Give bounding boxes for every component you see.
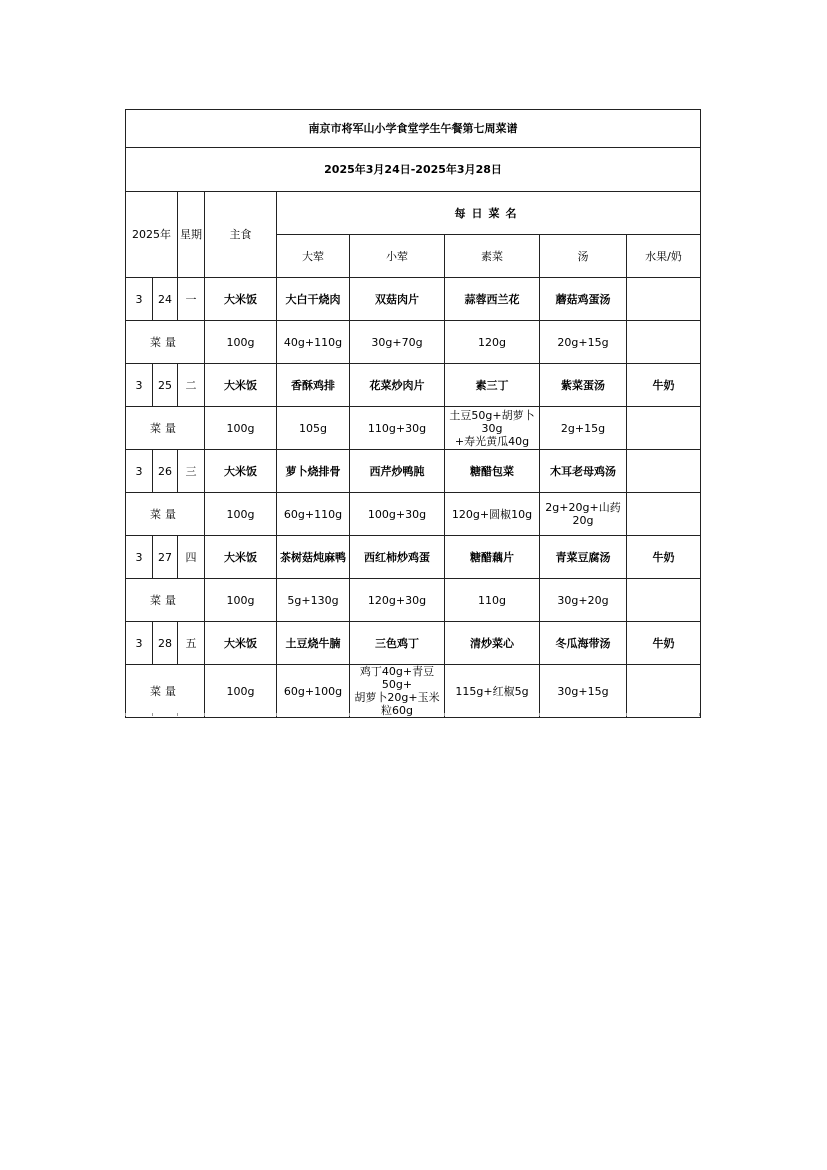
fruit-milk-quantity (627, 407, 701, 450)
side-meat-quantity: 30g+70g (350, 321, 445, 364)
weekday-cell: 五 (178, 622, 205, 665)
day-row (126, 622, 701, 665)
weekday-cell: 四 (178, 536, 205, 579)
day-cell: 26 (153, 450, 178, 493)
main-meat-quantity: 5g+130g (277, 579, 350, 622)
soup-quantity: 2g+20g+山药20g (540, 493, 627, 536)
side-meat-quantity: 120g+30g (350, 579, 445, 622)
staple-cell: 大米饭 (205, 278, 277, 321)
menu-body (126, 278, 701, 718)
quantity-row (126, 579, 701, 622)
soup-quantity: 20g+15g (540, 321, 627, 364)
weekday-cell: 三 (178, 450, 205, 493)
staple-cell: 大米饭 (205, 536, 277, 579)
day-row (126, 278, 701, 321)
day-cell: 28 (153, 622, 178, 665)
side-meat-quantity: 110g+30g (350, 407, 445, 450)
fruit-milk-quantity (627, 665, 701, 718)
staple-quantity: 100g (205, 407, 277, 450)
quantity-row (126, 321, 701, 364)
day-row (126, 364, 701, 407)
vegetable-quantity: 土豆50g+胡萝卜30g +寿光黄瓜40g (445, 407, 540, 450)
vegetable-dish: 糖醋包菜 (445, 450, 540, 493)
year-header: 2025年 (126, 192, 178, 278)
vegetable-dish: 清炒菜心 (445, 622, 540, 665)
menu-table (125, 109, 701, 718)
soup-dish: 木耳老母鸡汤 (540, 450, 627, 493)
quantity-label: 菜量 (126, 493, 205, 536)
soup-quantity: 2g+15g (540, 407, 627, 450)
main-meat-dish: 茶树菇炖麻鸭 (277, 536, 350, 579)
daily-dishes-header: 每日菜名 (277, 192, 701, 235)
main-meat-quantity: 40g+110g (277, 321, 350, 364)
quantity-row (126, 493, 701, 536)
soup-quantity: 30g+20g (540, 579, 627, 622)
day-cell: 25 (153, 364, 178, 407)
main-meat-quantity: 105g (277, 407, 350, 450)
side-meat-quantity: 100g+30g (350, 493, 445, 536)
soup-dish: 蘑菇鸡蛋汤 (540, 278, 627, 321)
staple-header: 主食 (205, 192, 277, 278)
staple-cell: 大米饭 (205, 450, 277, 493)
day-row (126, 536, 701, 579)
side-meat-dish: 三色鸡丁 (350, 622, 445, 665)
quantity-label: 菜量 (126, 579, 205, 622)
month-cell: 3 (126, 364, 153, 407)
side-meat-dish: 双菇肉片 (350, 278, 445, 321)
day-cell: 27 (153, 536, 178, 579)
weekday-cell: 二 (178, 364, 205, 407)
main-meat-quantity: 60g+100g (277, 665, 350, 718)
fruit-milk-item: 牛奶 (627, 622, 701, 665)
fruit-milk-quantity (627, 579, 701, 622)
vegetable-quantity: 115g+红椒5g (445, 665, 540, 718)
soup-quantity: 30g+15g (540, 665, 627, 718)
day-cell: 24 (153, 278, 178, 321)
soup-dish: 紫菜蛋汤 (540, 364, 627, 407)
soup-dish: 冬瓜海带汤 (540, 622, 627, 665)
vegetable-quantity: 120g+圆椒10g (445, 493, 540, 536)
side-meat-dish: 西红柿炒鸡蛋 (350, 536, 445, 579)
weekday-cell: 一 (178, 278, 205, 321)
quantity-label: 菜量 (126, 407, 205, 450)
vegetable-dish: 糖醋藕片 (445, 536, 540, 579)
column-header-fruit-milk: 水果/奶 (627, 235, 701, 278)
quantity-row (126, 407, 701, 450)
quantity-row (126, 665, 701, 718)
vegetable-dish: 蒜蓉西兰花 (445, 278, 540, 321)
fruit-milk-item (627, 450, 701, 493)
column-header-vegetable: 素菜 (445, 235, 540, 278)
vegetable-quantity: 120g (445, 321, 540, 364)
main-meat-dish: 土豆烧牛腩 (277, 622, 350, 665)
month-cell: 3 (126, 622, 153, 665)
side-meat-dish: 花菜炒肉片 (350, 364, 445, 407)
month-cell: 3 (126, 536, 153, 579)
staple-cell: 大米饭 (205, 364, 277, 407)
staple-quantity: 100g (205, 579, 277, 622)
vegetable-quantity: 110g (445, 579, 540, 622)
staple-quantity: 100g (205, 665, 277, 718)
fruit-milk-item: 牛奶 (627, 364, 701, 407)
menu-title: 南京市将军山小学食堂学生午餐第七周菜谱 (126, 110, 701, 148)
staple-cell: 大米饭 (205, 622, 277, 665)
day-row (126, 450, 701, 493)
date-range: 2025年3月24日-2025年3月28日 (126, 148, 701, 192)
fruit-milk-item: 牛奶 (627, 536, 701, 579)
vegetable-dish: 素三丁 (445, 364, 540, 407)
soup-dish: 青菜豆腐汤 (540, 536, 627, 579)
main-meat-dish: 大白干烧肉 (277, 278, 350, 321)
month-cell: 3 (126, 278, 153, 321)
quantity-label: 菜量 (126, 321, 205, 364)
column-header-soup: 汤 (540, 235, 627, 278)
main-meat-dish: 萝卜烧排骨 (277, 450, 350, 493)
table-continuation-lines (125, 713, 700, 716)
month-cell: 3 (126, 450, 153, 493)
fruit-milk-quantity (627, 493, 701, 536)
main-meat-dish: 香酥鸡排 (277, 364, 350, 407)
side-meat-dish: 西芹炒鸭肫 (350, 450, 445, 493)
side-meat-quantity: 鸡丁40g+青豆50g+ 胡萝卜20g+玉米粒60g (350, 665, 445, 718)
fruit-milk-quantity (627, 321, 701, 364)
fruit-milk-item (627, 278, 701, 321)
staple-quantity: 100g (205, 493, 277, 536)
weekday-header: 星期 (178, 192, 205, 278)
quantity-label: 菜量 (126, 665, 205, 718)
column-header-main-meat: 大荤 (277, 235, 350, 278)
column-header-side-meat: 小荤 (350, 235, 445, 278)
menu-sheet (125, 109, 700, 718)
main-meat-quantity: 60g+110g (277, 493, 350, 536)
staple-quantity: 100g (205, 321, 277, 364)
